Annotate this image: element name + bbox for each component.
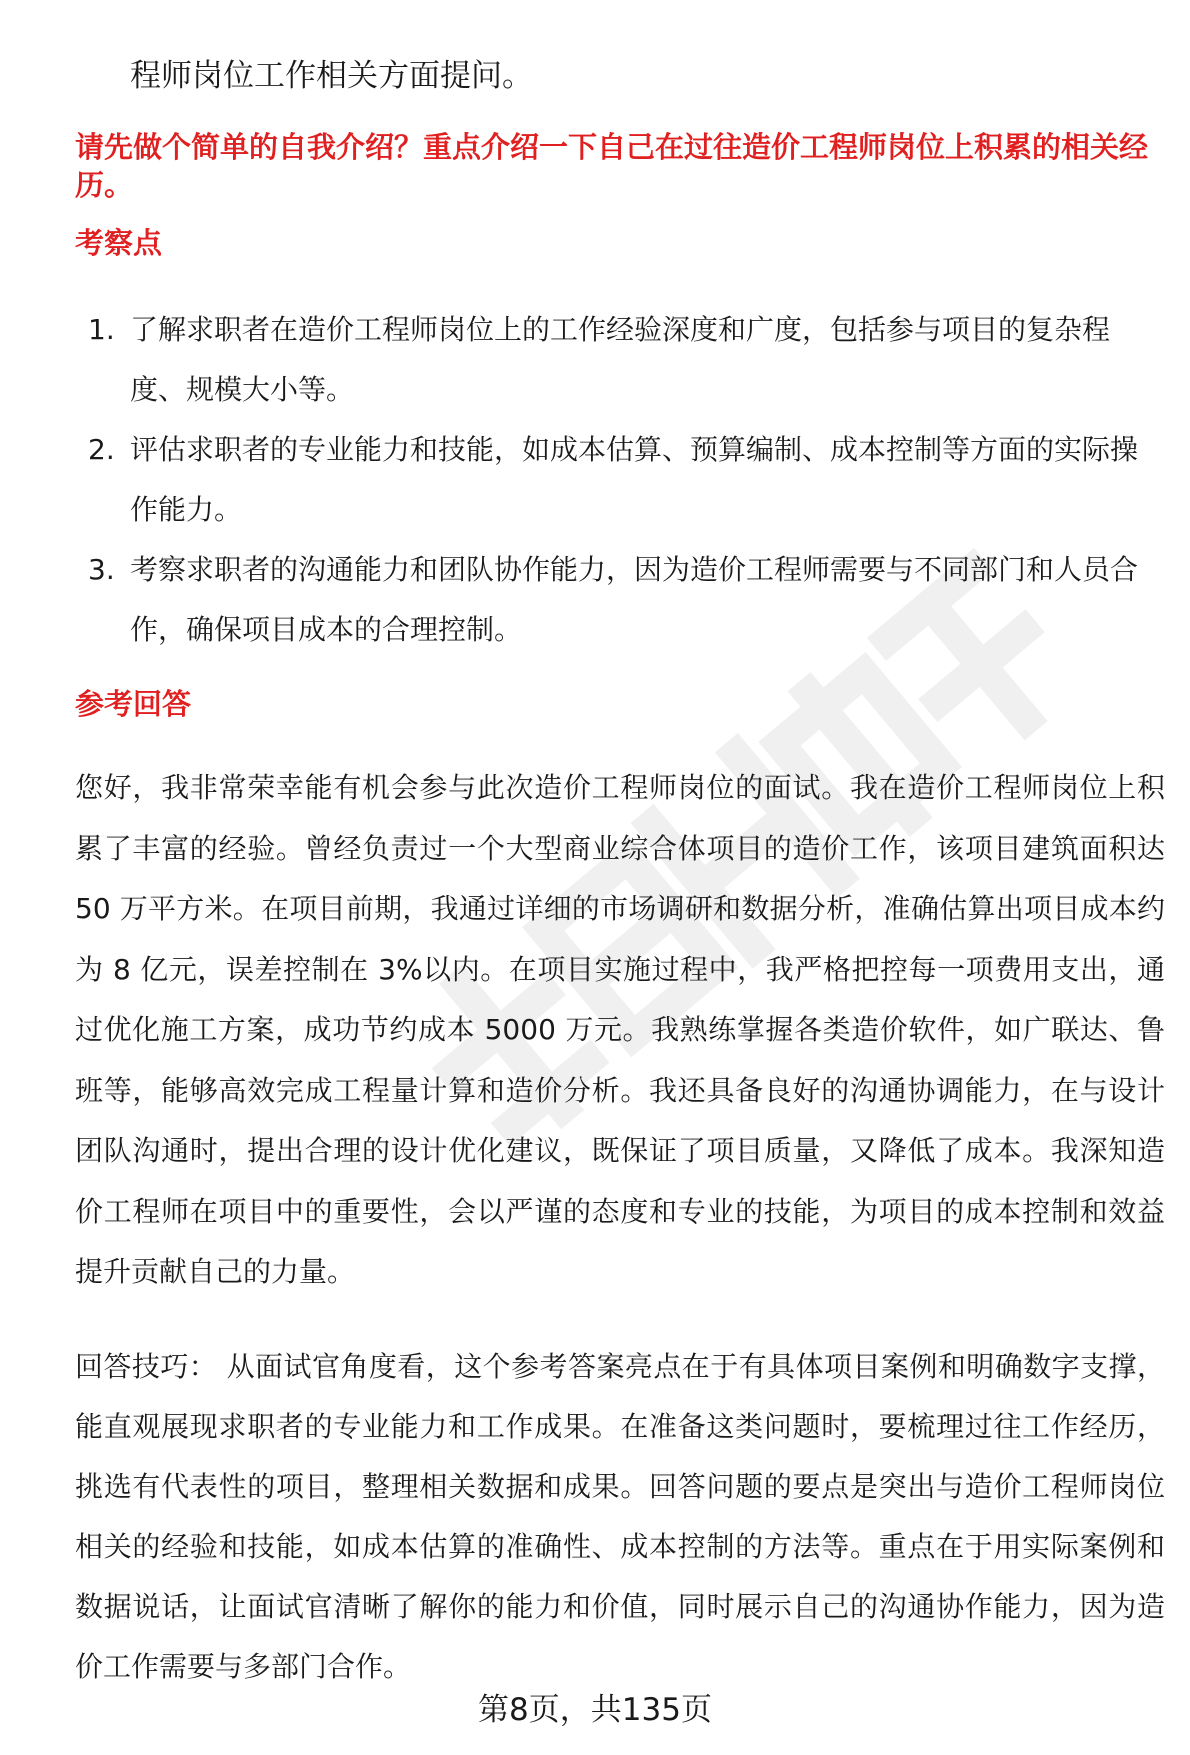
tips-paragraph: 回答技巧： 从面试官角度看，这个参考答案亮点在于有具体项目案例和明确数字支撑，能直观展现求职者的专业能力和工作成果。在准备这类问题时，要梳理过往工作经历，挑选有代表性的项目，整理相关数据和成果。回答问题的要点是突出与造价工程师岗位相关的经验和技能，如成本估算的准确性、成本控制的方法等。重点在于用实际案例和数据说话，让面试官清晰了解你的能力和价值，同时展示自己的沟通协作能力，因为造价工作需要与多部门合作。: [75, 1350, 1165, 1683]
points-list: [75, 300, 1165, 660]
points-heading: 考察点: [75, 226, 163, 260]
list-item-text: 了解求职者在造价工程师岗位上的工作经验深度和广度，包括参与项目的复杂程度、规模大小等。: [130, 313, 1111, 406]
page-number-footer: 第8页，共135页: [478, 1692, 712, 1728]
list-item-number: 2.: [88, 433, 115, 466]
list-item-number: 1.: [88, 313, 115, 346]
question-text: 请先做个简单的自我介绍？重点介绍一下自己在过往造价工程师岗位上积累的相关经历。: [75, 130, 1149, 202]
list-item-text: 考察求职者的沟通能力和团队协作能力，因为造价工程师需要与不同部门和人员合作，确保项目成本的合理控制。: [130, 553, 1139, 646]
list-item: [75, 420, 1165, 540]
list-item-number: 3.: [88, 553, 115, 586]
answer-heading: 参考回答: [75, 687, 192, 721]
answer-paragraph: 您好，我非常荣幸能有机会参与此次造价工程师岗位的面试。我在造价工程师岗位上积累了丰富的经验。曾经负责过一个大型商业综合体项目的造价工作，该项目建筑面积达 50 万平方米。在项目前期，我通过详细的市场调研和数据分析，准确估算出项目成本约为 8 亿元，误差控制在 3%以内。在项目实施过程中，我严格把控每一项费用支出，通过优化施工方案，成功节约成本 5000 万元。我熟练掌握各类造价软件，如广联达、鲁班等，能够高效完成工程量计算和造价分析。我还具备良好的沟通协调能力，在与设计团队沟通时，提出合理的设计优化建议，既保证了项目质量，又降低了成本。我深知造价工程师在项目中的重要性，会以严谨的态度和专业的技能，为项目的成本控制和效益提升贡献自己的力量。: [75, 771, 1165, 1288]
list-item-text: 评估求职者的专业能力和技能，如成本估算、预算编制、成本控制等方面的实际操作能力。: [130, 433, 1139, 526]
list-item: [75, 540, 1165, 660]
intro-line: 程师岗位工作相关方面提问。: [130, 58, 533, 94]
list-item: [75, 300, 1165, 420]
